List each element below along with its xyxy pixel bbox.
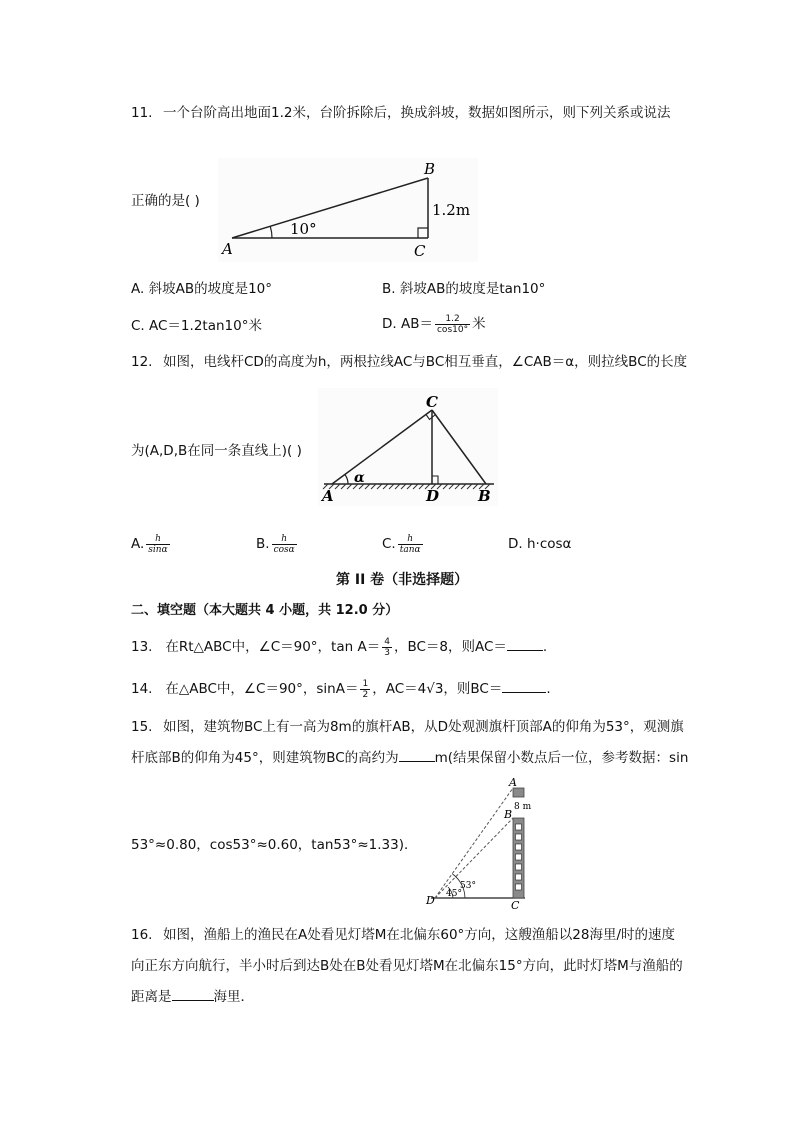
q14-fraction bbox=[360, 679, 370, 700]
q15-window bbox=[516, 884, 522, 890]
q15-flag-height: 8 m bbox=[514, 802, 532, 812]
q15-line1: 如图，建筑物BC上有一高为8m的旗杆AB，从D处观测旗杆顶部A的仰角为53°，观测旗 bbox=[163, 719, 684, 735]
q15-window bbox=[516, 864, 522, 870]
q13-number: 13. bbox=[131, 639, 153, 655]
q15-line3: 53°≈0.80，cos53°≈0.60，tan53°≈1.33)． bbox=[131, 837, 418, 853]
q14-frac-den: 2 bbox=[362, 689, 369, 700]
q14-answer-blank[interactable] bbox=[502, 680, 546, 693]
part2-heading: 二、填空题（本大题共 4 小题，共 12.0 分） bbox=[131, 603, 399, 618]
q11-option-a: A. 斜坡AB的坡度是10° bbox=[131, 281, 273, 297]
q12-option-b-prefix: B. bbox=[256, 536, 270, 552]
q16-answer-blank[interactable] bbox=[172, 988, 214, 1001]
q11-option-d-num: 1.2 bbox=[435, 314, 470, 325]
q12-angle-label: α bbox=[354, 470, 365, 486]
q14-pre: 在△ABC中，∠C＝90°，sinA＝ bbox=[165, 681, 359, 697]
q12-label-a: A bbox=[322, 487, 334, 505]
q11-option-d-prefix: D. AB＝ bbox=[382, 316, 433, 332]
q12-option-c-prefix: C. bbox=[382, 536, 396, 552]
q11-option-d-den: cos10° bbox=[436, 324, 469, 335]
q13-answer-blank[interactable] bbox=[507, 638, 543, 651]
q12-stem-line1: 如图，电线杆CD的高度为h，两根拉线AC与BC相互垂直，∠CAB＝α，则拉线BC的长度 bbox=[163, 354, 688, 370]
q13-pre: 在Rt△ABC中，∠C＝90°，tan A＝ bbox=[165, 639, 381, 655]
q15-line2-post: m(结果保留小数点后一位，参考数据：sin bbox=[434, 750, 689, 766]
q12-option-a-den: sinα bbox=[148, 544, 168, 555]
q15-label-d: D bbox=[426, 894, 435, 907]
q15-label-c: C bbox=[511, 899, 520, 910]
q11-stem-line1: 一个台阶高出地面1.2米，台阶拆除后，换成斜坡，数据如图所示，则下列关系或说法 bbox=[163, 105, 671, 121]
q11-option-d-suffix: 米 bbox=[472, 316, 486, 332]
q12-stem-line2: 为(A,D,B在同一条直线上)( ) bbox=[131, 443, 302, 459]
q14-mid: ，AC＝4√3，则BC＝ bbox=[372, 681, 503, 697]
q12-figure bbox=[318, 388, 498, 506]
q12-option-b-num: h bbox=[272, 534, 297, 545]
q11-label-a: A bbox=[222, 240, 233, 258]
q11-number: 11. bbox=[131, 105, 153, 121]
q11-height-label: 1.2m bbox=[432, 201, 471, 219]
q15-window bbox=[516, 844, 522, 850]
q15-number: 15. bbox=[131, 719, 153, 735]
q16-line3 bbox=[131, 988, 254, 1006]
q11-label-b: B bbox=[424, 160, 436, 178]
q12-option-a-fraction bbox=[146, 534, 169, 555]
q14-end: . bbox=[546, 681, 551, 697]
q15-line2-pre: 杆底部B的仰角为45°，则建筑物BC的高约为 bbox=[131, 750, 399, 766]
q12-option-c-num: h bbox=[398, 534, 423, 545]
q13-end: . bbox=[542, 639, 548, 655]
q15-window bbox=[516, 834, 522, 840]
q13-frac-den: 3 bbox=[384, 647, 390, 658]
q13-post: ，BC＝8，则AC＝ bbox=[393, 639, 507, 655]
q15-window bbox=[516, 874, 522, 880]
q15-line2 bbox=[131, 749, 688, 767]
q13-row bbox=[131, 634, 547, 660]
q12-number: 12. bbox=[131, 354, 153, 370]
q15-angle-53: 53° bbox=[460, 881, 476, 891]
q11-angle-label: 10° bbox=[290, 220, 317, 238]
q14-number: 14. bbox=[131, 681, 153, 697]
q16-line1: 如图，渔船上的渔民在A处看见灯塔M在北偏东60°方向，这艘渔船以28海里/时的速度 bbox=[163, 927, 676, 943]
q12-option-b-fraction bbox=[272, 534, 297, 555]
q11-option-c: C. AC＝1.2tan10°米 bbox=[131, 318, 262, 334]
q12-option-c-den: tanα bbox=[399, 544, 421, 555]
q16-line2: 向正东方向航行，半小时后到达B处在B处看见灯塔M在北偏东15°方向，此时灯塔M与渔船的 bbox=[131, 958, 683, 974]
q12-option-a bbox=[131, 531, 172, 557]
q16-number: 16. bbox=[131, 927, 153, 943]
q12-option-d: D. h·cosα bbox=[508, 536, 572, 552]
q11-stem-line2: 正确的是( ) bbox=[131, 193, 200, 209]
q12-option-a-num: h bbox=[146, 534, 169, 545]
section2-title: 第 II 卷（非选择题） bbox=[336, 572, 469, 588]
q14-row bbox=[131, 676, 551, 702]
q15-label-b: B bbox=[504, 808, 513, 821]
q12-option-b bbox=[256, 531, 299, 557]
q12-label-c: C bbox=[426, 393, 438, 411]
q15-flagpole bbox=[513, 788, 524, 797]
q15-answer-blank[interactable] bbox=[399, 749, 435, 762]
q12-label-d: D bbox=[426, 487, 440, 505]
q12-option-c bbox=[382, 531, 425, 557]
q13-fraction bbox=[382, 637, 392, 658]
q14-frac-num: 1 bbox=[362, 678, 369, 689]
q12-label-b: B bbox=[478, 487, 491, 505]
q11-figure bbox=[218, 158, 478, 262]
q15-angle-45: 45° bbox=[446, 889, 462, 899]
q11-option-d bbox=[382, 311, 486, 337]
q11-label-c: C bbox=[414, 242, 426, 260]
q11-option-d-fraction bbox=[435, 314, 470, 335]
q12-option-c-fraction bbox=[398, 534, 423, 555]
q13-frac-num: 4 bbox=[384, 636, 390, 647]
q15-window bbox=[516, 824, 522, 830]
q15-label-a: A bbox=[509, 776, 517, 789]
q12-option-a-prefix: A. bbox=[131, 536, 145, 552]
q15-figure bbox=[423, 776, 543, 910]
q12-option-b-den: cosα bbox=[273, 544, 295, 555]
q16-line3-pre: 距离是 bbox=[131, 989, 172, 1005]
q15-window bbox=[516, 854, 522, 860]
q16-line3-post: 海里． bbox=[213, 989, 254, 1005]
q11-option-b: B. 斜坡AB的坡度是tan10° bbox=[382, 281, 546, 297]
